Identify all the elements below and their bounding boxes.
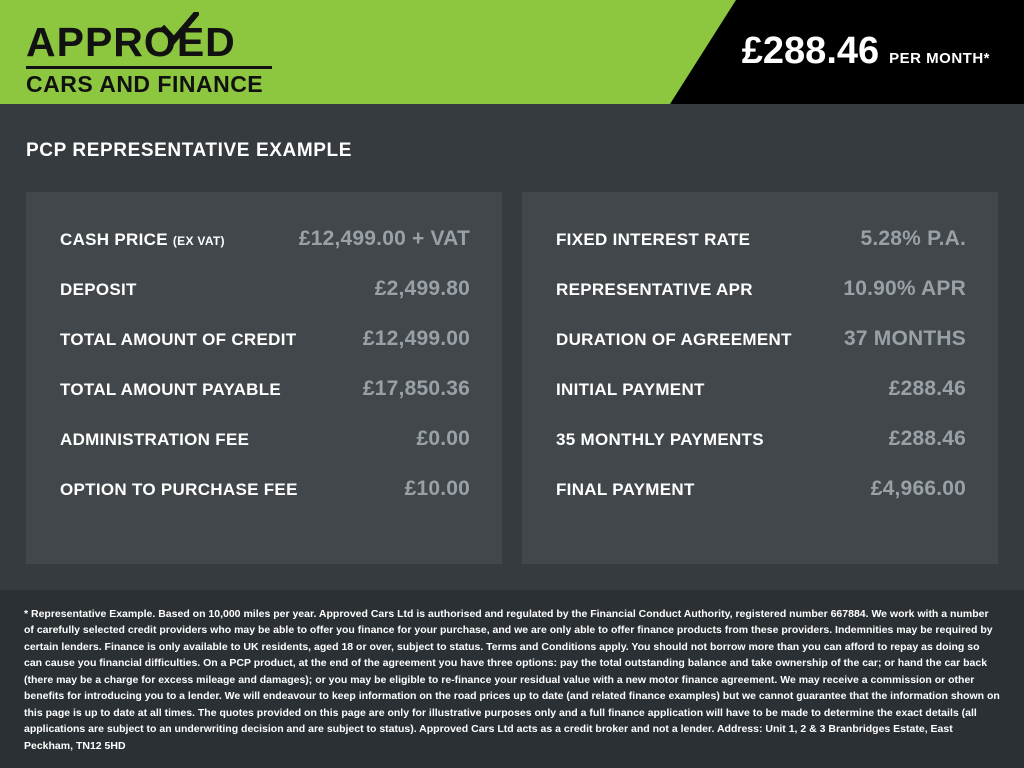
row-label: DEPOSIT — [60, 280, 137, 299]
table-row — [48, 314, 480, 364]
table-row — [544, 314, 976, 364]
table-row — [544, 464, 976, 514]
logo-text-part2: ED — [176, 19, 236, 65]
table-row — [48, 414, 480, 464]
table-row — [544, 214, 976, 264]
table-row — [48, 364, 480, 414]
row-label: CASH PRICE (EX VAT) — [60, 230, 225, 249]
row-value: £12,499.00 + VAT — [298, 227, 470, 250]
logo-primary-text — [26, 20, 272, 64]
row-label: FIXED INTEREST RATE — [556, 230, 751, 249]
finance-panels — [0, 162, 1024, 564]
row-label: TOTAL AMOUNT PAYABLE — [60, 380, 282, 399]
page-title: PCP REPRESENTATIVE EXAMPLE — [26, 140, 352, 161]
row-value: £17,850.36 — [362, 377, 470, 400]
row-value: £4,966.00 — [870, 477, 966, 500]
disclaimer-text: * Representative Example. Based on 10,000 miles per year. Approved Cars Ltd is authorised and regulated by the Financial Conduct Authority, registered number 667884. We work with a number of carefully selected credit providers who may be able to offer you finance for your purchase, and we are only able to offer finance products from these providers. Indemnities may be required by certain lenders. Finance is only available to UK residents, aged 18 or over, subject to status. Terms and Conditions apply. You should not borrow more than you can afford to repay as doing so can cause you financial difficulties. On a PCP product, at the end of the agreement you have three options: pay the total outstanding balance and take ownership of the car; or hand the car back (there may be a charge for excess mileage and damages); or you may be eligible to re-finance your residual value with a new motor finance agreement. We may receive a commission or other benefits for introducing you to a lender. We will endeavour to keep information on the road prices up to date (and related finance examples) but we cannot guarantee that the information shown on this page is up to date at all times. The quotes provided on this page are only for illustrative purposes only and a full finance application will have to be made to determine the exact details (all applications are subject to an underwriting decision and are subject to status). Approved Cars Ltd acts as a credit broker and not a lender. Address: Unit 1, 2 & 3 Branbridges Estate, East Peckham, TN12 5HD — [24, 607, 1000, 752]
logo-secondary-text: CARS AND FINANCE — [26, 71, 264, 97]
row-value: £288.46 — [888, 427, 966, 450]
header — [0, 0, 1024, 104]
row-value: 5.28% P.A. — [860, 227, 966, 250]
row-label: TOTAL AMOUNT OF CREDIT — [60, 330, 297, 349]
table-row — [48, 214, 480, 264]
row-value: 10.90% APR — [843, 277, 966, 300]
left-panel — [26, 192, 502, 564]
row-label: DURATION OF AGREEMENT — [556, 330, 792, 349]
row-label: ADMINISTRATION FEE — [60, 430, 250, 449]
monthly-price-block — [742, 30, 990, 73]
row-label: REPRESENTATIVE APR — [556, 280, 753, 299]
row-value: £10.00 — [404, 477, 470, 500]
brand-logo — [26, 20, 272, 97]
row-label: INITIAL PAYMENT — [556, 380, 705, 399]
row-value: £12,499.00 — [362, 327, 470, 350]
row-label: OPTION TO PURCHASE FEE — [60, 480, 298, 499]
row-sublabel: (EX VAT) — [172, 234, 225, 248]
table-row — [544, 264, 976, 314]
table-row — [48, 264, 480, 314]
table-row — [544, 364, 976, 414]
table-row — [48, 464, 480, 514]
row-value: £288.46 — [888, 377, 966, 400]
table-row — [544, 414, 976, 464]
right-panel — [522, 192, 998, 564]
monthly-price-suffix: PER MONTH* — [889, 50, 990, 67]
monthly-price-value: £288.46 — [741, 30, 880, 72]
row-value: £2,499.80 — [374, 277, 470, 300]
row-value: 37 MONTHS — [844, 327, 966, 350]
row-label: 35 MONTHLY PAYMENTS — [556, 430, 764, 449]
logo-divider — [26, 66, 272, 69]
row-label: FINAL PAYMENT — [556, 480, 695, 499]
logo-text-part1: APPRO — [26, 19, 177, 65]
row-value: £0.00 — [416, 427, 470, 450]
footer-disclaimer — [0, 590, 1024, 768]
